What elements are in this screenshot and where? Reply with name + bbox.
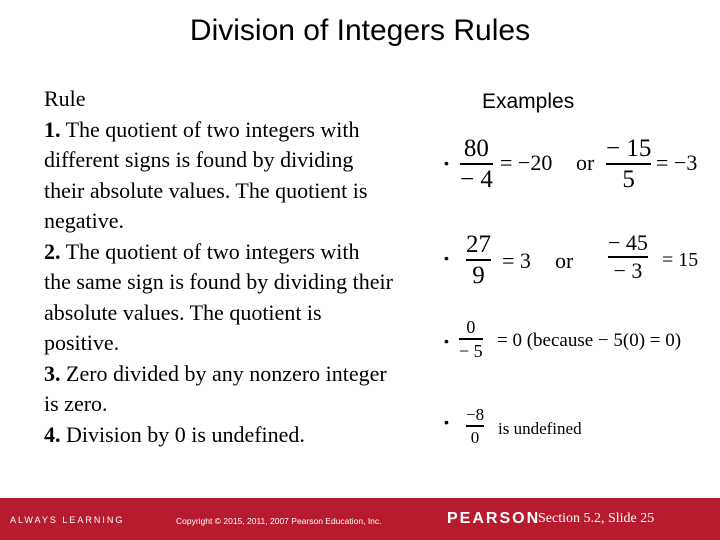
example-3-fraction xyxy=(459,318,483,360)
always-learning-tagline: ALWAYS LEARNING xyxy=(10,515,125,525)
pearson-logo: PEARSON xyxy=(447,510,541,527)
fraction-denominator: − 3 xyxy=(613,257,643,283)
copyright-notice: Copyright © 2015, 2011, 2007 Pearson Education, Inc. xyxy=(176,516,382,526)
rule-3-line-1 xyxy=(44,359,434,390)
example-3-explanation: = 0 (because − 5(0) = 0) xyxy=(497,330,682,351)
rule-2-line-4: positive. xyxy=(44,330,120,355)
fraction-numerator: − 15 xyxy=(606,135,652,162)
fraction-bar xyxy=(466,259,491,261)
fraction-denominator: − 4 xyxy=(460,165,493,193)
rule-text: Division by 0 is undefined. xyxy=(60,421,305,447)
rule-4-number: 4. xyxy=(44,421,61,447)
rule-3-number: 3. xyxy=(44,360,61,386)
example-2-or: or xyxy=(555,248,574,273)
rule-2-line-3: absolute values. The quotient is xyxy=(44,299,322,325)
fraction-numerator: 0 xyxy=(466,317,476,337)
bullet-icon: • xyxy=(444,250,449,266)
fraction-denominator: − 5 xyxy=(459,340,483,361)
bullet-icon: • xyxy=(444,333,449,349)
rule-2-line-2: the same sign is found by dividing their xyxy=(44,269,393,294)
fraction-bar xyxy=(460,163,493,165)
examples-heading: Examples xyxy=(482,90,575,113)
fraction-denominator: 0 xyxy=(470,427,480,447)
rule-1-line-2: different signs is found by dividing xyxy=(44,147,354,172)
fraction-numerator: −8 xyxy=(466,405,485,424)
example-2-fraction-1 xyxy=(466,232,491,288)
rule-4-line-1 xyxy=(44,420,434,451)
fraction-bar xyxy=(466,425,484,427)
rule-1-line-1 xyxy=(44,115,434,146)
example-1-result-2: = −3 xyxy=(656,150,698,175)
example-1-fraction-1 xyxy=(460,136,493,192)
rule-1-line-4: negative. xyxy=(44,208,125,233)
slide-title: Division of Integers Rules xyxy=(189,14,531,47)
rule-2-number: 2. xyxy=(44,238,61,264)
example-1-fraction-2 xyxy=(606,136,651,192)
rule-1-line-3: their absolute values. The quotient is xyxy=(44,177,368,203)
rules-heading: Rule xyxy=(44,86,86,111)
rules-list xyxy=(44,84,434,450)
example-2-result-2: = 15 xyxy=(662,249,699,271)
slide-number: Section 5.2, Slide 25 xyxy=(538,511,655,526)
fraction-denominator: 5 xyxy=(622,165,635,193)
rule-text: Zero divided by any nonzero integer xyxy=(60,360,387,386)
fraction-bar xyxy=(606,163,651,165)
rule-text: The quotient of two integers with xyxy=(60,116,360,142)
footer-bar xyxy=(0,498,720,540)
fraction-numerator: 80 xyxy=(463,135,489,162)
bullet-icon: • xyxy=(444,155,449,171)
example-2-fraction-2 xyxy=(608,232,648,282)
fraction-numerator: 27 xyxy=(466,231,491,258)
fraction-bar xyxy=(459,338,483,340)
example-4-fraction xyxy=(466,406,484,446)
fraction-numerator: − 45 xyxy=(608,230,648,255)
fraction-denominator: 9 xyxy=(472,261,485,289)
example-2-result-1: = 3 xyxy=(502,248,531,273)
example-4-explanation: is undefined xyxy=(498,419,582,438)
rule-3-line-2: is zero. xyxy=(44,391,108,416)
example-1-result-1: = −20 xyxy=(500,150,553,175)
example-1-or: or xyxy=(576,150,595,175)
rule-1-number: 1. xyxy=(44,116,61,142)
rule-2-line-1 xyxy=(44,237,434,268)
rule-text: The quotient of two integers with xyxy=(60,238,360,264)
bullet-icon: • xyxy=(444,414,449,430)
